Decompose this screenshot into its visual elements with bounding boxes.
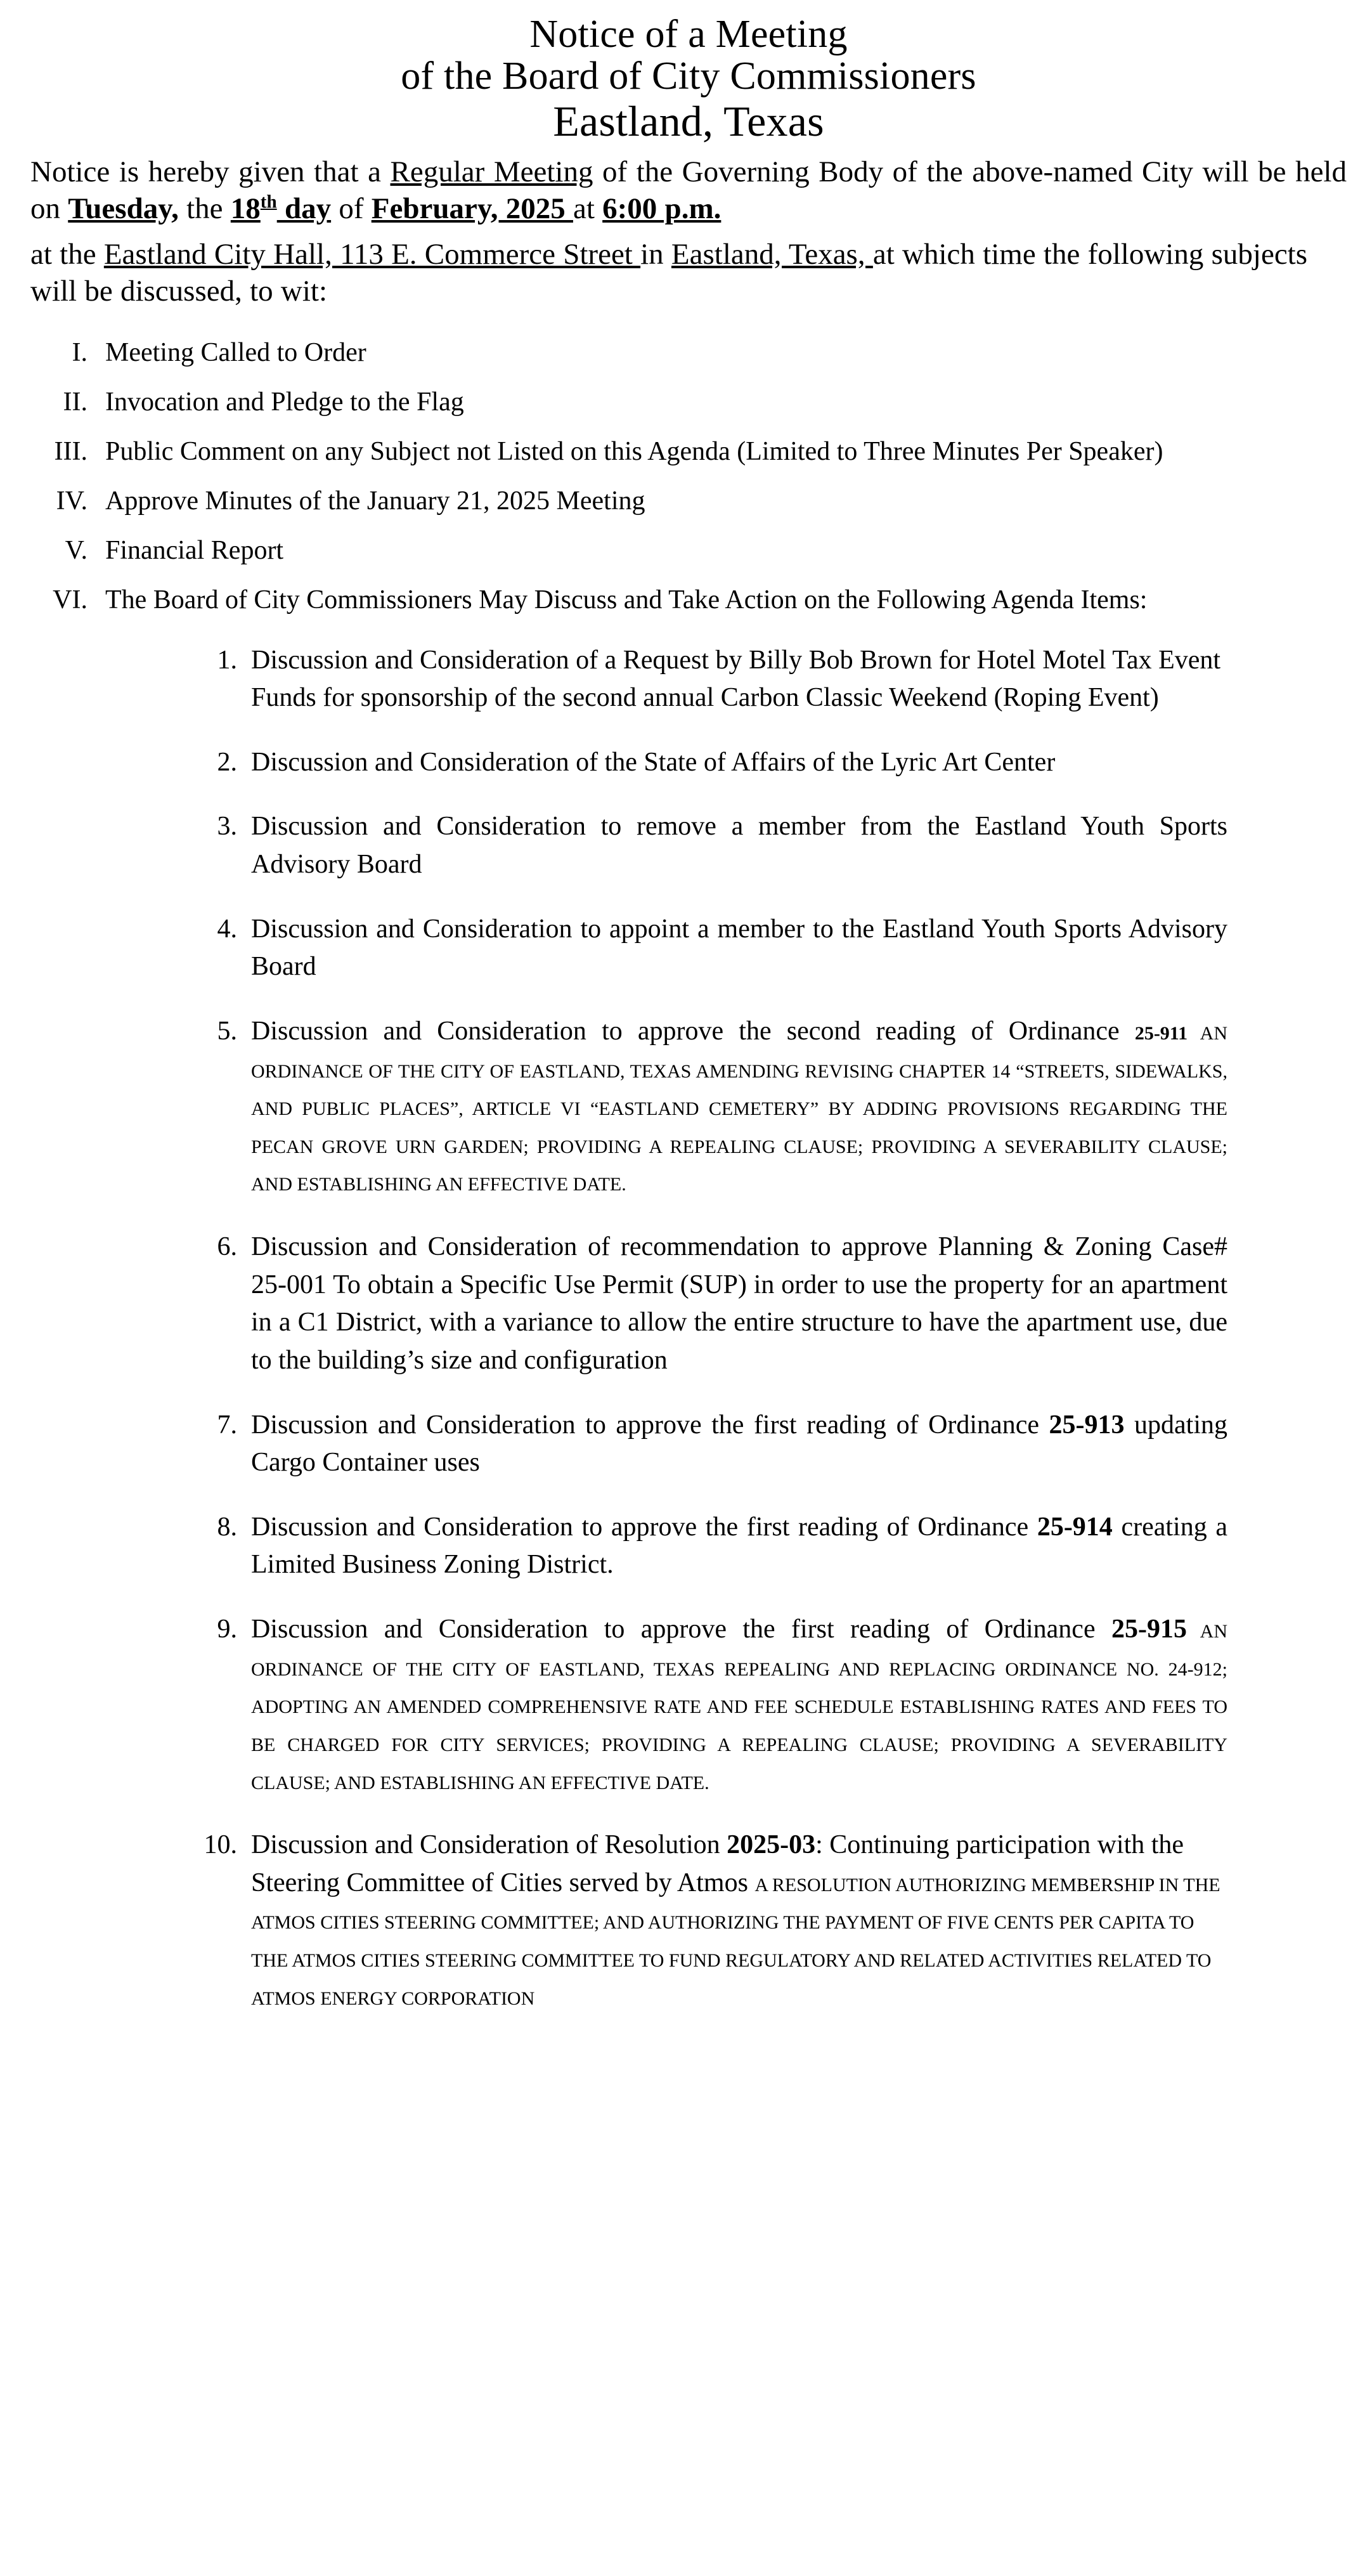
notice-text-d: of bbox=[331, 192, 372, 225]
agenda-text: Discussion and Consideration of a Request by Billy Bob Brown for Hotel Motel Tax Event Funds for sponsorship of the second annual Carbon Classic Weekend (Roping Event) bbox=[251, 645, 1221, 713]
agenda-number: 9. bbox=[217, 1615, 237, 1644]
resolution-number: 2025-03 bbox=[727, 1830, 816, 1860]
list-item bbox=[203, 744, 1347, 782]
notice-city-state: Eastland, Texas, bbox=[671, 238, 873, 271]
agenda-text-main: Discussion and Consideration of Resolution bbox=[251, 1830, 727, 1860]
notice-text-f: at the bbox=[30, 238, 104, 271]
agenda-number: 6. bbox=[217, 1232, 237, 1262]
roman-item-text: Public Comment on any Subject not Listed on this Agenda (Limited to Three Minutes Per Speaker) bbox=[105, 436, 1163, 466]
notice-month-year: February, 2025 bbox=[371, 192, 573, 225]
roman-item-text: Financial Report bbox=[105, 536, 284, 566]
agenda-number: 5. bbox=[217, 1016, 237, 1046]
roman-numeral: II. bbox=[63, 387, 87, 417]
list-item bbox=[30, 481, 1347, 521]
title-line-2: of the Board of City Commissioners bbox=[401, 54, 976, 98]
list-item bbox=[203, 1611, 1347, 1800]
notice-text-b: of the Governing Body of the above-named City will be held on bbox=[30, 155, 1347, 225]
agenda-text bbox=[251, 1509, 1227, 1584]
agenda-number: 1. bbox=[217, 645, 237, 675]
roman-numeral: I. bbox=[72, 337, 87, 367]
ordinance-caption: AN ORDINANCE OF THE CITY OF EASTLAND, TEXAS AMENDING REVISING CHAPTER 14 “STREETS, SIDEWALKS, AND PUBLIC PLACES”, ARTICLE VI “EASTLAND CEMETERY” BY ADDING PROVISIONS REGARDING THE PECAN GROVE URN GARDEN; PROVIDING A REPEALING CLAUSE; PROVIDING A SEVERABILITY CLAUSE; AND ESTABLISHING AN EFFECTIVE DATE. bbox=[251, 1022, 1227, 1195]
agenda-text-main: Discussion and Consideration to approve the first reading of Ordinance bbox=[251, 1615, 1111, 1644]
agenda-number: 3. bbox=[217, 812, 237, 842]
list-item bbox=[30, 531, 1347, 570]
agenda-text bbox=[251, 1013, 1227, 1202]
notice-text-c: the bbox=[178, 192, 231, 225]
roman-item-text: Approve Minutes of the January 21, 2025 Meeting bbox=[105, 486, 645, 516]
notice-meeting-type: Regular Meeting bbox=[390, 155, 593, 188]
agenda-text-tail: : Continuing participation with the Steering Committee of Cities served by Atmos bbox=[251, 1830, 1184, 1897]
notice-date-suffix: th bbox=[260, 192, 277, 212]
list-item bbox=[30, 333, 1347, 372]
agenda-number: 2. bbox=[217, 747, 237, 777]
agenda-text bbox=[251, 1826, 1227, 2015]
roman-numeral: V. bbox=[65, 536, 87, 566]
list-item bbox=[203, 642, 1347, 717]
ordinance-number: 25-911 bbox=[1134, 1022, 1188, 1044]
resolution-caption: A RESOLUTION AUTHORIZING MEMBERSHIP IN THE ATMOS CITIES STEERING COMMITTEE; AND AUTHORIZING THE PAYMENT OF FIVE CENTS PER CAPITA TO THE ATMOS CITIES STEERING COMMITTEE TO FUND REGULATORY AND RELATED ACTIVITIES RELATED TO ATMOS ENERGY CORPORATION bbox=[251, 1874, 1220, 2009]
notice-day: Tuesday, bbox=[68, 192, 179, 225]
agenda-text-main: Discussion and Consideration to approve the second reading of Ordinance bbox=[251, 1016, 1135, 1046]
list-item bbox=[203, 1407, 1347, 1482]
notice-location: Eastland City Hall, 113 E. Commerce Street bbox=[103, 238, 641, 271]
notice-date-number: 18 bbox=[230, 192, 261, 225]
agenda-text-tail: creating a Limited Business Zoning District. bbox=[251, 1512, 1227, 1580]
list-item bbox=[203, 1228, 1347, 1380]
list-item bbox=[203, 808, 1347, 883]
ordinance-number: 25-913 bbox=[1049, 1410, 1125, 1440]
notice-text-h: at which time the following subjects will be discussed, to wit: bbox=[30, 238, 1308, 308]
roman-agenda-list bbox=[30, 333, 1347, 620]
agenda-text-main: Discussion and Consideration to approve the first reading of Ordinance bbox=[251, 1512, 1037, 1542]
ordinance-number: 25-915 bbox=[1111, 1615, 1187, 1644]
title-line-1: Notice of a Meeting bbox=[529, 13, 848, 56]
agenda-text: Discussion and Consideration to appoint a member to the Eastland Youth Sports Advisory Board bbox=[251, 914, 1227, 982]
agenda-text bbox=[251, 1407, 1227, 1482]
agenda-number: 4. bbox=[217, 914, 237, 944]
agenda-text: Discussion and Consideration of the State of Affairs of the Lyric Art Center bbox=[251, 747, 1056, 777]
document-title-block bbox=[30, 14, 1347, 145]
list-item bbox=[203, 1509, 1347, 1584]
agenda-text bbox=[251, 1611, 1227, 1800]
agenda-text: Discussion and Consideration of recommendation to approve Planning & Zoning Case# 25-001 To obtain a Specific Use Permit (SUP) in order to use the property for an apartment in a C1 District, with a variance to allow the entire structure to have the apartment use, due to the building’s size and configuration bbox=[251, 1232, 1227, 1375]
agenda-number: 10. bbox=[204, 1830, 237, 1860]
roman-numeral: IV. bbox=[56, 486, 87, 516]
roman-item-text: Meeting Called to Order bbox=[105, 337, 366, 367]
notice-text-g: in bbox=[640, 238, 671, 271]
ordinance-number: 25-914 bbox=[1037, 1512, 1113, 1542]
agenda-number: 8. bbox=[217, 1512, 237, 1542]
notice-text-e: at bbox=[573, 192, 603, 225]
agenda-text-tail: updating Cargo Container uses bbox=[251, 1410, 1227, 1478]
agenda-number: 7. bbox=[217, 1410, 237, 1440]
title-line-3: Eastland, Texas bbox=[553, 97, 824, 146]
roman-numeral: VI. bbox=[53, 585, 87, 615]
agenda-text-main: Discussion and Consideration to approve the first reading of Ordinance bbox=[251, 1410, 1049, 1440]
agenda-text: Discussion and Consideration to remove a member from the Eastland Youth Sports Advisory Board bbox=[251, 812, 1227, 880]
notice-text-a: Notice is hereby given that a bbox=[30, 155, 391, 188]
list-item bbox=[203, 1013, 1347, 1202]
roman-item-text: The Board of City Commissioners May Discuss and Take Action on the Following Agenda Items: bbox=[105, 585, 1148, 615]
numbered-agenda-list bbox=[30, 642, 1347, 2016]
roman-item-text: Invocation and Pledge to the Flag bbox=[105, 387, 464, 417]
list-item bbox=[30, 382, 1347, 422]
list-item bbox=[203, 1826, 1347, 2015]
list-item bbox=[30, 432, 1347, 471]
notice-time: 6:00 p.m. bbox=[602, 192, 722, 225]
notice-paragraph bbox=[30, 153, 1347, 228]
roman-numeral: III. bbox=[54, 436, 87, 466]
ordinance-caption: AN ORDINANCE OF THE CITY OF EASTLAND, TEXAS REPEALING AND REPLACING ORDINANCE NO. 24-912; ADOPTING AN AMENDED COMPREHENSIVE RATE AND FEE SCHEDULE ESTABLISHING RATES AND FEES TO BE CHARGED FOR CITY SERVICES; PROVIDING A REPEALING CLAUSE; PROVIDING A SEVERABILITY CLAUSE; AND ESTABLISHING AN EFFECTIVE DATE. bbox=[251, 1621, 1227, 1793]
notice-paragraph-line2 bbox=[30, 236, 1347, 310]
list-item bbox=[30, 580, 1347, 620]
notice-date-word: day bbox=[276, 192, 332, 225]
list-item bbox=[203, 911, 1347, 986]
